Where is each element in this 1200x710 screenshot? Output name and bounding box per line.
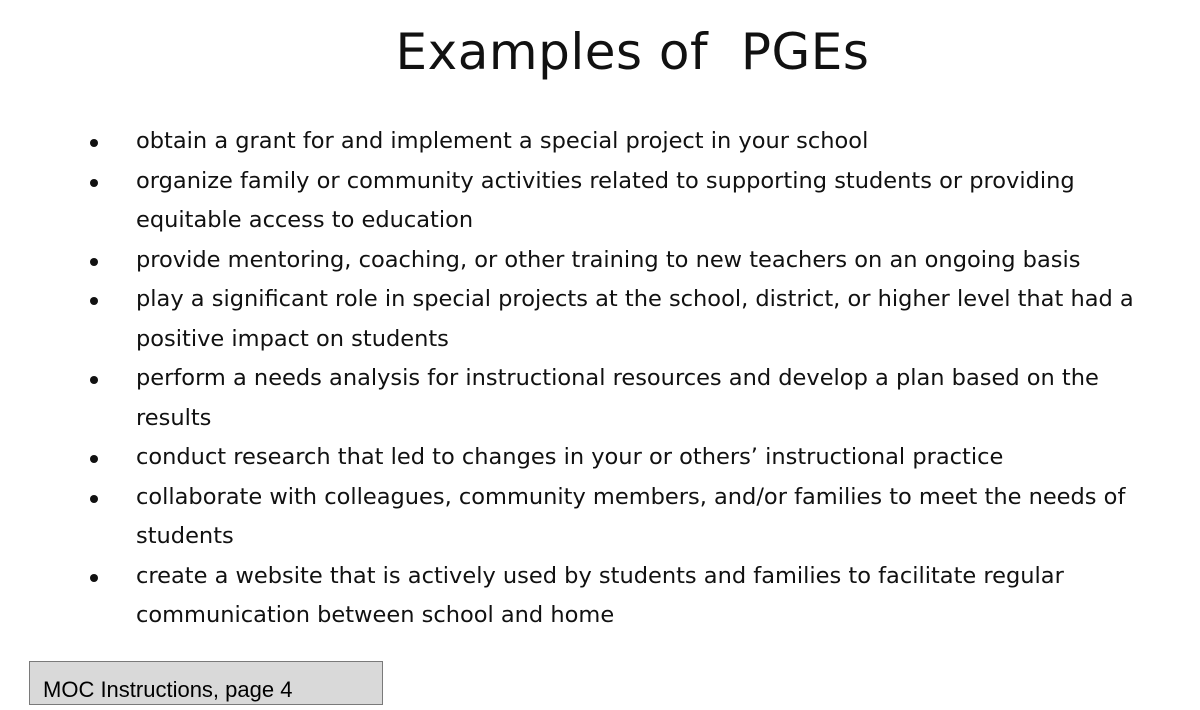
list-item-text: create a website that is actively used by students and families to facilitate regular communication between school and home	[136, 562, 1064, 628]
bullet-icon	[90, 495, 98, 503]
source-reference-label: MOC Instructions, page 4	[43, 677, 293, 702]
bullet-icon	[90, 258, 98, 266]
bullet-icon	[90, 455, 98, 463]
slide-title: Examples of PGEs	[395, 23, 870, 81]
list-item	[0, 241, 1200, 281]
list-item-text: obtain a grant for and implement a special project in your school	[136, 128, 869, 154]
bullet-icon	[90, 139, 98, 147]
list-item-text: perform a needs analysis for instructional resources and develop a plan based on the results	[136, 365, 1099, 431]
list-item	[0, 162, 1200, 241]
pge-examples-list	[0, 122, 1200, 636]
bullet-icon	[90, 179, 98, 187]
list-item-text: play a significant role in special projects at the school, district, or higher level that had a positive impact on students	[136, 286, 1134, 352]
list-item	[0, 280, 1200, 359]
list-item-text: organize family or community activities related to supporting students or providing equitable access to education	[136, 167, 1075, 233]
list-item-text: conduct research that led to changes in your or others’ instructional practice	[136, 444, 1004, 470]
list-item	[0, 478, 1200, 557]
list-item-text: provide mentoring, coaching, or other training to new teachers on an ongoing basis	[136, 246, 1081, 273]
list-item	[0, 122, 1200, 162]
bullet-icon	[90, 376, 98, 384]
list-item	[0, 438, 1200, 478]
list-item	[0, 359, 1200, 438]
source-reference-box	[29, 661, 383, 705]
bullet-icon	[90, 297, 98, 305]
list-item-text: collaborate with colleagues, community members, and/or families to meet the needs of students	[136, 483, 1126, 549]
bullet-icon	[90, 574, 98, 582]
list-item	[0, 557, 1200, 636]
